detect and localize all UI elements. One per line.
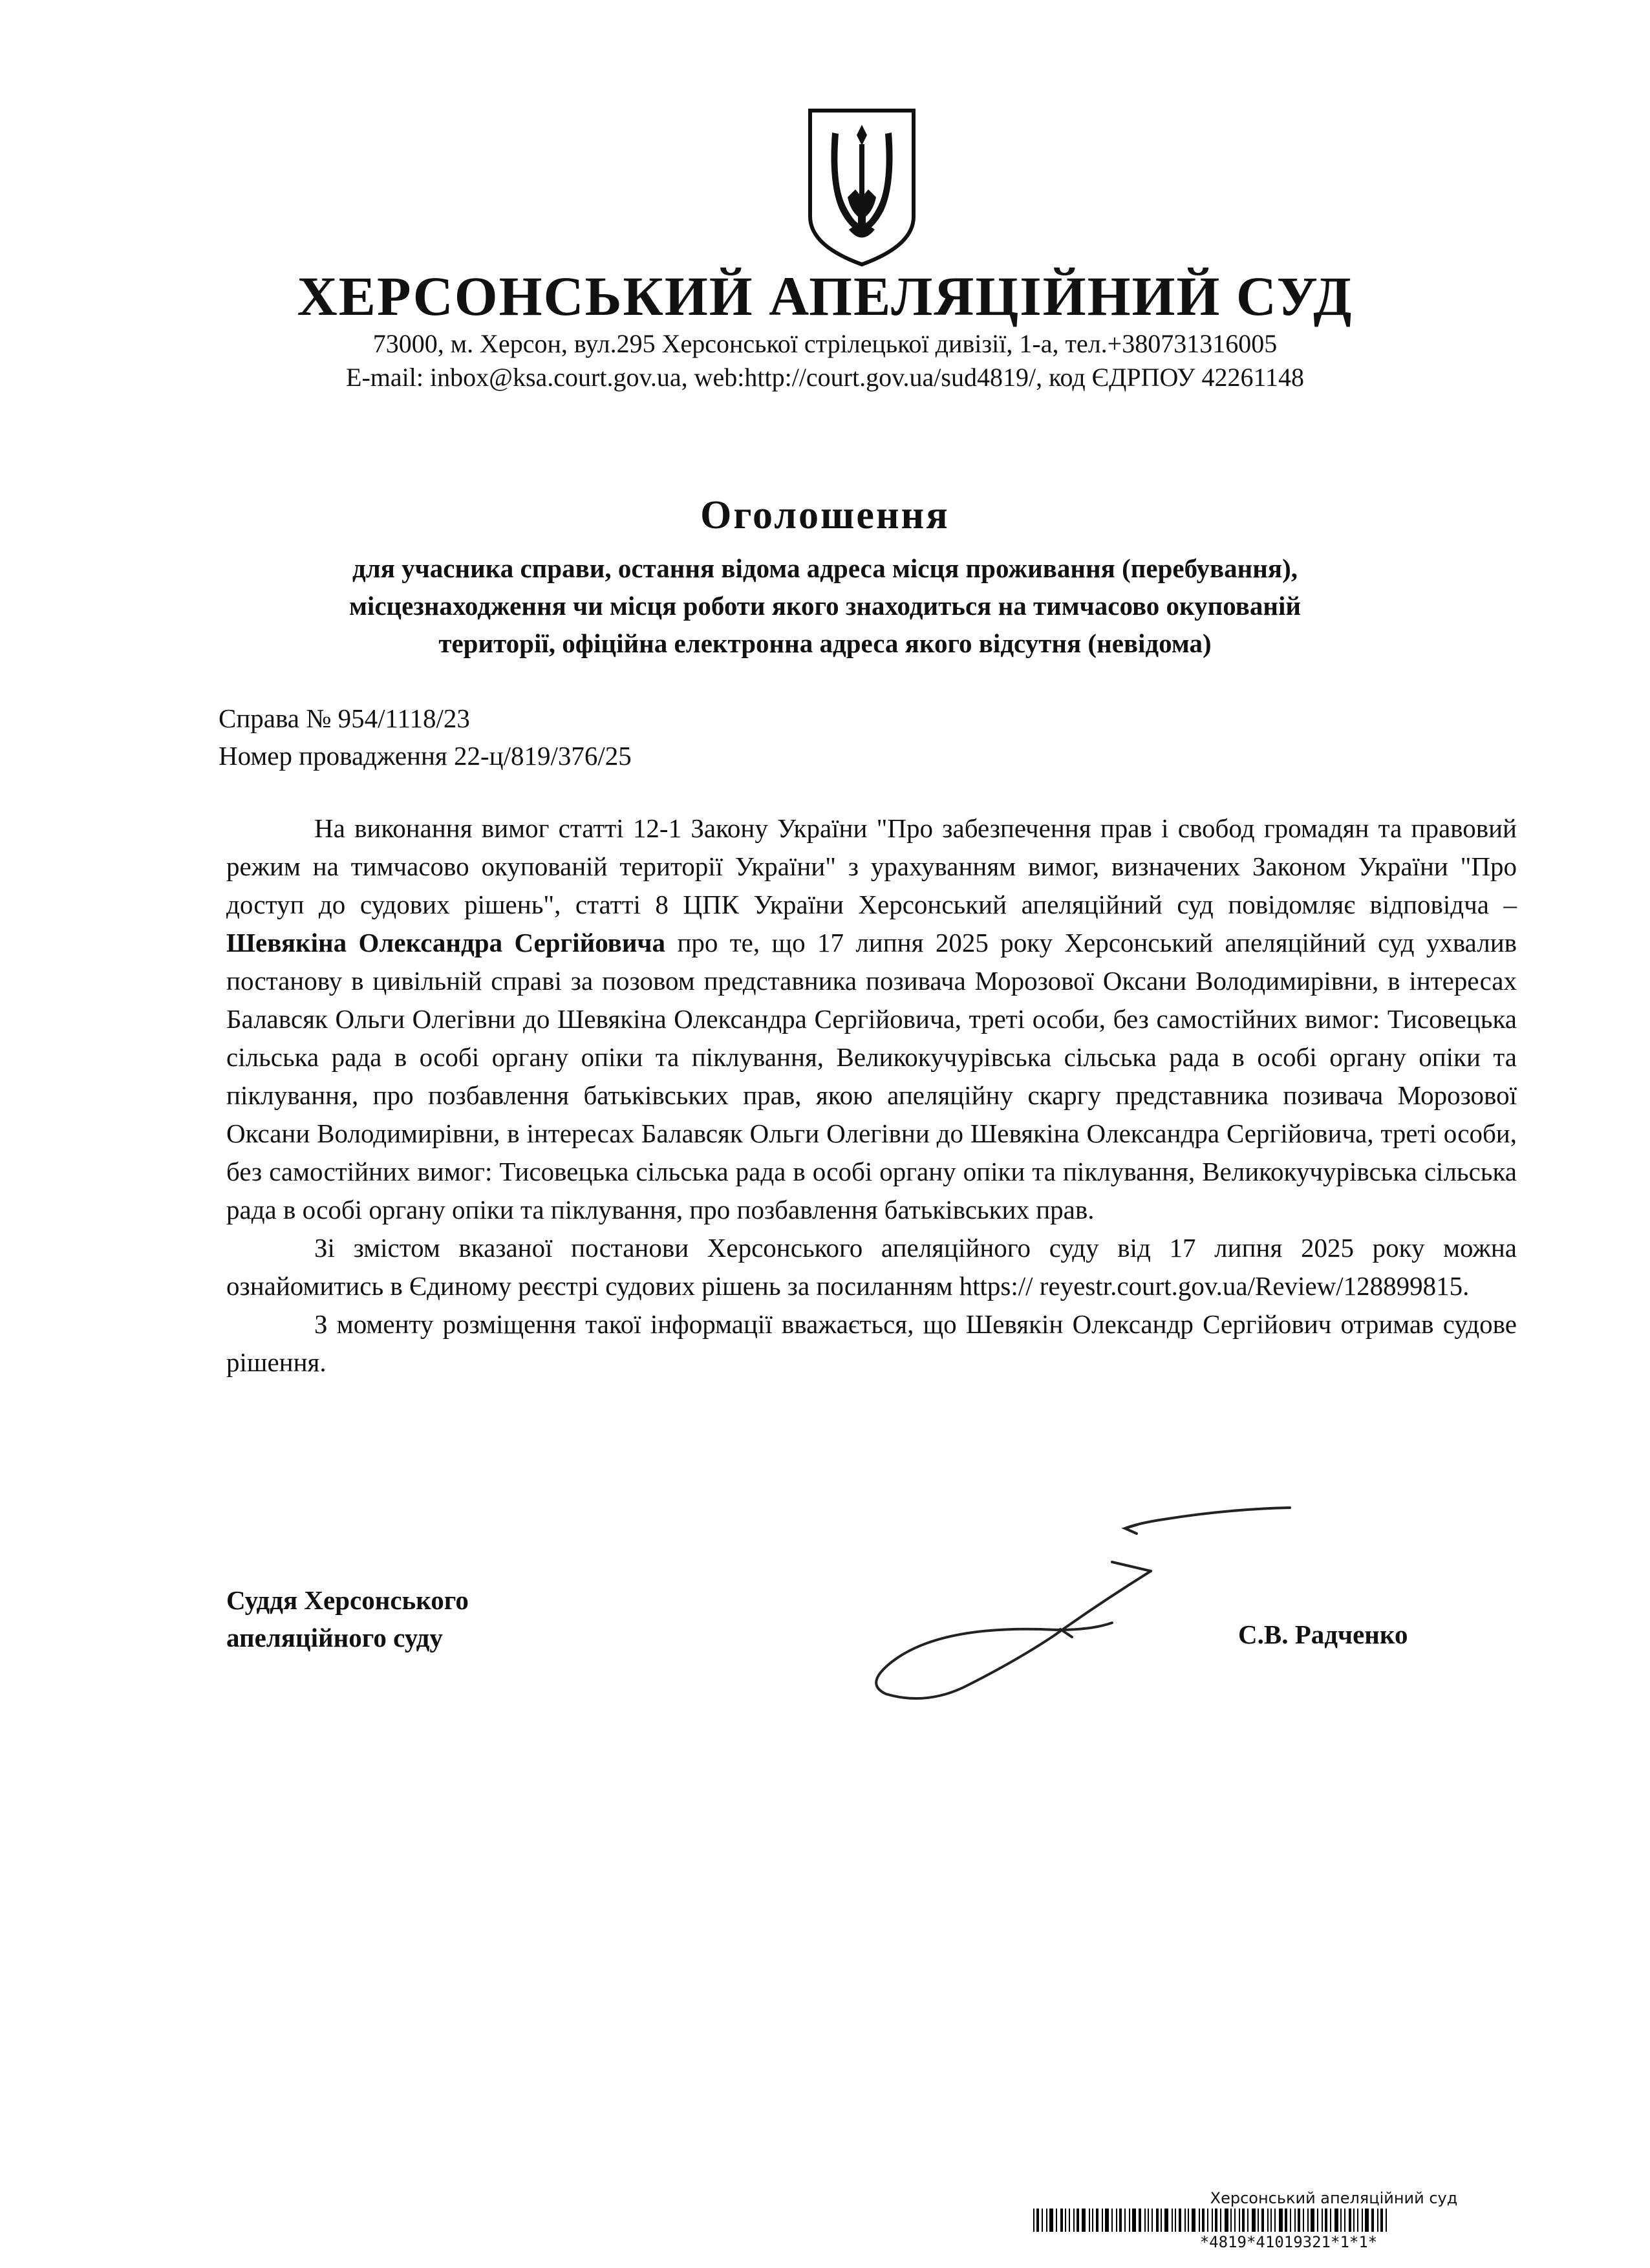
barcode-bar bbox=[1330, 2209, 1331, 2232]
court-address: 73000, м. Херсон, вул.295 Херсонської стрілецької дивізії, 1-а, тел.+380731316005 bbox=[372, 329, 1278, 358]
barcode-court-label: Херсонський апеляційний суд bbox=[1210, 2189, 1458, 2207]
barcode-bar bbox=[1073, 2209, 1075, 2232]
barcode-bar bbox=[1148, 2209, 1149, 2232]
handwritten-signature bbox=[866, 1500, 1319, 1713]
barcode-bar bbox=[1311, 2209, 1314, 2232]
barcode-bar bbox=[1362, 2209, 1363, 2232]
body-paragraph-receipt: З моменту розміщення такої інформації вважається, що Шевякін Олександр Сергійович отримав судове рішення. bbox=[226, 1309, 1517, 1377]
barcode-bar bbox=[1242, 2209, 1245, 2232]
barcode-bar bbox=[1258, 2209, 1259, 2232]
barcode-bar bbox=[1056, 2209, 1057, 2232]
judge-name: С.В. Радченко bbox=[1238, 1620, 1408, 1649]
notice-subtitle bbox=[194, 550, 1456, 662]
barcode-bar bbox=[1349, 2209, 1351, 2232]
barcode-bar bbox=[1192, 2209, 1195, 2232]
document-barcode bbox=[1033, 2189, 1538, 2251]
barcode-bar bbox=[1139, 2209, 1141, 2232]
barcode-bar bbox=[1279, 2209, 1283, 2232]
barcode-bar bbox=[1220, 2209, 1221, 2232]
barcode-bar bbox=[1065, 2209, 1066, 2232]
barcode-bar bbox=[1105, 2209, 1109, 2232]
barcode-bar bbox=[1317, 2209, 1318, 2232]
barcode-bar bbox=[1060, 2209, 1063, 2232]
barcode-bar bbox=[1049, 2209, 1053, 2232]
barcode-bar bbox=[1199, 2209, 1200, 2232]
barcode-bar bbox=[1077, 2209, 1079, 2232]
barcode-bar bbox=[1042, 2209, 1043, 2232]
case-number: Справа № 954/1118/23 bbox=[219, 703, 470, 733]
barcode-bar bbox=[1303, 2209, 1304, 2232]
barcode-bar bbox=[1325, 2209, 1327, 2232]
barcode-bar bbox=[1307, 2209, 1309, 2232]
barcode-bar bbox=[1234, 2209, 1236, 2232]
barcode-code: *4819*41019321*1*1* bbox=[1199, 2233, 1378, 2251]
barcode-bar bbox=[1119, 2209, 1122, 2232]
body-text: про те, що 17 липня 2025 року Херсонський апеляційний суд ухвалив постанову в цивільній справі за позовом представника позивача Морозової Оксани Володимирівни, в інтересах Балавсяк Ольги Олегівни до Шевякіна Олександра Сергійовича, треті особи, без самостійних вимог: Тисовецька сільська рада в особі органу опіки та піклування, Великокучурівська сільська рада в особі органу опіки та піклування, про позбавлення батьківських прав, якою апеляційну скаргу представника позивача Морозової Оксани Володимирівни, в інтересах Балавсяк Ольги Олегівни до Шевякіна Олександра Сергійовича, треті особи, без самостійних вимог: Тисовецька сільська рада в особі органу опіки та піклування, Великокучурівська сільська рада в особі органу опіки та піклування, про позбавлення батьківських прав. bbox=[226, 928, 1517, 1225]
court-contacts: E-mail: inbox@ksa.court.gov.ua, web:http://court.gov.ua/sud4819/, код ЄДРПОУ 42261148 bbox=[346, 363, 1304, 392]
body-text: На виконання вимог статті 12-1 Закону України "Про забезпечення прав і свобод громадян та правовий режим на тимчасово окупованій території України" з урахуванням вимог, визначених Законом України "Про доступ до судових рішень", статті 8 ЦПК України Херсонський апеляційний суд повідомляє відповідча – bbox=[226, 813, 1517, 919]
court-name: ХЕРСОНСЬКИЙ АПЕЛЯЦІЙНИЙ СУД bbox=[297, 265, 1353, 327]
judge-position-line: Суддя Херсонського bbox=[226, 1585, 469, 1615]
barcode-bar bbox=[1089, 2209, 1090, 2232]
body-paragraph-main bbox=[226, 809, 1517, 1229]
barcode-bar bbox=[1290, 2209, 1291, 2232]
barcode-bar bbox=[1092, 2209, 1093, 2232]
barcode-bar bbox=[1261, 2209, 1264, 2232]
barcode-bar bbox=[1207, 2209, 1208, 2232]
barcode-bar bbox=[1156, 2209, 1159, 2232]
barcode-bar bbox=[1322, 2209, 1323, 2232]
barcode-bar bbox=[1164, 2209, 1168, 2232]
barcode-bars bbox=[1033, 2209, 1538, 2232]
barcode-bar bbox=[1036, 2209, 1039, 2232]
barcode-bar bbox=[1215, 2209, 1217, 2232]
barcode-bar bbox=[1179, 2209, 1181, 2232]
barcode-bar bbox=[1202, 2209, 1205, 2232]
judge-position bbox=[226, 1581, 469, 1656]
barcode-bar bbox=[1294, 2209, 1296, 2232]
barcode-bar bbox=[1172, 2209, 1173, 2232]
notice-subtitle-line: місцезнаходження чи місця роботи якого знаходиться на тимчасово окупованій bbox=[349, 591, 1301, 621]
barcode-bar bbox=[1344, 2209, 1345, 2232]
barcode-bar bbox=[1340, 2209, 1342, 2232]
proceeding-number: Номер провадження 22-ц/819/376/25 bbox=[219, 741, 632, 771]
barcode-bar bbox=[1230, 2209, 1232, 2232]
barcode-bar bbox=[1096, 2209, 1098, 2232]
barcode-bar bbox=[1371, 2209, 1374, 2232]
barcode-bar bbox=[1161, 2209, 1162, 2232]
barcode-bar bbox=[1353, 2209, 1355, 2232]
notice-body bbox=[226, 809, 1517, 1382]
respondent-name: Шевякіна Олександра Сергійовича bbox=[226, 928, 666, 957]
barcode-bar bbox=[1184, 2209, 1186, 2232]
barcode-bar bbox=[1152, 2209, 1153, 2232]
barcode-bar bbox=[1212, 2209, 1213, 2232]
barcode-bar bbox=[1274, 2209, 1276, 2232]
barcode-bar bbox=[1239, 2209, 1240, 2232]
barcode-bar bbox=[1188, 2209, 1189, 2232]
barcode-bar bbox=[1175, 2209, 1176, 2232]
case-info bbox=[219, 700, 632, 775]
barcode-bar bbox=[1082, 2209, 1086, 2232]
barcode-bar bbox=[1386, 2209, 1387, 2232]
barcode-bar bbox=[1357, 2209, 1358, 2232]
barcode-bar bbox=[1129, 2209, 1130, 2232]
barcode-bar bbox=[1225, 2209, 1228, 2232]
notice-subtitle-line: території, офіційна електронна адреса якого відсутня (невідома) bbox=[438, 628, 1212, 658]
barcode-bar bbox=[1132, 2209, 1136, 2232]
judge-position-line: апеляційного суду bbox=[226, 1623, 443, 1653]
barcode-bar bbox=[1111, 2209, 1113, 2232]
barcode-bar bbox=[1267, 2209, 1269, 2232]
body-paragraph-registry-link: Зі змістом вказаної постанови Херсонського апеляційного суду від 17 липня 2025 року можна ознайомитись в Єдиному реєстрі судових рішень за посиланням https:// reyestr.court.gov.ua/Review/128899815. bbox=[226, 1233, 1517, 1301]
barcode-bar bbox=[1365, 2209, 1369, 2232]
barcode-bar bbox=[1069, 2209, 1070, 2232]
coat-of-arms-emblem bbox=[806, 107, 917, 268]
barcode-bar bbox=[1102, 2209, 1103, 2232]
notice-title: Оголошення bbox=[700, 493, 950, 537]
barcode-bar bbox=[1046, 2209, 1047, 2232]
barcode-bar bbox=[1380, 2209, 1383, 2232]
barcode-bar bbox=[1247, 2209, 1248, 2232]
notice-subtitle-line: для учасника справи, остання відома адреса місця проживання (перебування), bbox=[352, 553, 1298, 583]
barcode-bar bbox=[1334, 2209, 1338, 2232]
barcode-bar bbox=[1124, 2209, 1126, 2232]
barcode-bar bbox=[1033, 2209, 1034, 2232]
barcode-bar bbox=[1285, 2209, 1287, 2232]
barcode-bar bbox=[1298, 2209, 1300, 2232]
barcode-bar bbox=[1116, 2209, 1117, 2232]
barcode-bar bbox=[1377, 2209, 1378, 2232]
barcode-bar bbox=[1144, 2209, 1146, 2232]
barcode-bar bbox=[1270, 2209, 1272, 2232]
barcode-bar bbox=[1252, 2209, 1256, 2232]
